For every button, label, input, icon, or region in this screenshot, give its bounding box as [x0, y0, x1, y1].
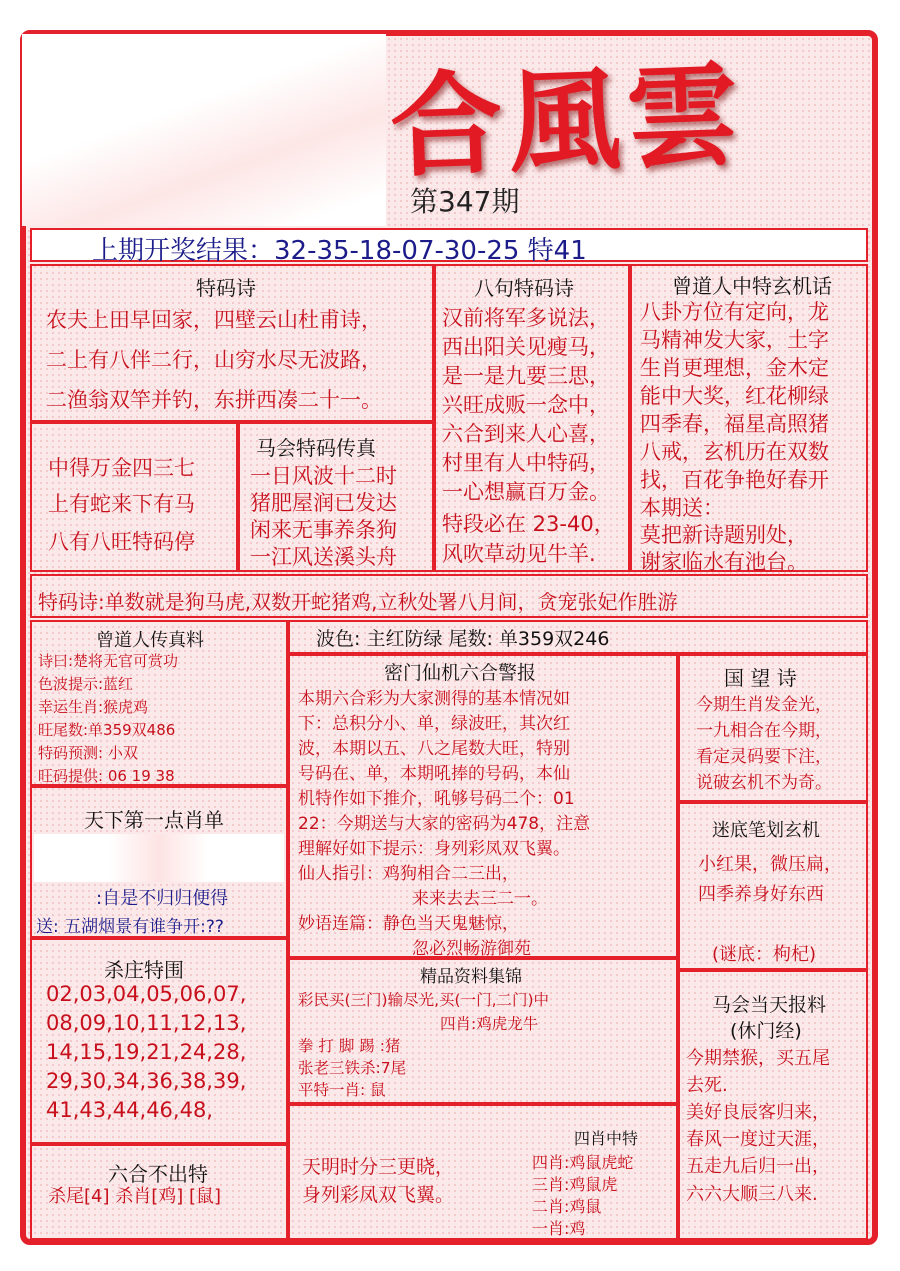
sixiao-line: 四肖:鸡鼠虎蛇 — [532, 1153, 634, 1172]
jingpin-line: 平特一肖: 鼠 — [298, 1081, 386, 1099]
zengdao-line: 本期送： — [640, 496, 724, 520]
liuhe-title: 六合不出特 — [108, 1162, 208, 1186]
mimen-title: 密门仙机六合警报 — [384, 662, 537, 684]
poem1-line: 农夫上田早回家，四壁云山杜甫诗， — [46, 308, 382, 332]
bajv-title: 八句特码诗 — [474, 276, 574, 300]
poem1-title: 特码诗 — [196, 276, 256, 300]
bajv-line: 西出阳关见瘦马， — [442, 335, 610, 359]
mahui2-line: 去死. — [686, 1075, 728, 1096]
tianxia-line: :自是不归归便得 — [96, 888, 229, 909]
shazhuang-line: 41,43,44,46,48, — [46, 1098, 213, 1122]
sixiao-title: 四肖中特 — [574, 1129, 639, 1148]
poem1-line: 二上有八伴二行，山穷水尽无波路， — [46, 348, 382, 372]
zengdao-line: 莫把新诗题别处， — [640, 523, 808, 547]
jingpin-line: 张老三铁杀:7尾 — [298, 1059, 407, 1077]
midi-line: 四季养身好东西 — [698, 884, 824, 905]
zengdao-line: 四季春，福星高照猪 — [640, 412, 829, 436]
guowang-line: 说破玄机不为奇。 — [696, 773, 832, 793]
sixiao-line: 三肖:鸡鼠虎 — [532, 1175, 618, 1194]
redacted-logo-area — [22, 34, 386, 226]
tianxia-title: 天下第一点肖单 — [84, 808, 224, 832]
chuanzhen-line: 旺码提供: 06 19 38 — [38, 767, 175, 785]
sixiao-line: 二肖:鸡鼠 — [532, 1197, 602, 1216]
liuhe-line: 杀尾[4] 杀肖[鸡] [鼠] — [48, 1186, 222, 1207]
jingpin-line: 四肖:鸡虎龙牛 — [440, 1015, 539, 1033]
mimen-line: 机特作如下推介，吼够号码二个：01 — [298, 789, 575, 809]
chuanzhen-line: 色波提示:蓝红 — [38, 675, 134, 693]
chuanzhen-line: 旺尾数:单359双486 — [38, 721, 176, 739]
mahui2-subtitle: (休门经) — [730, 1020, 802, 1042]
poem1-line: 二渔翁双竿并钓，东拼西凑二十一。 — [46, 388, 382, 412]
mimen-line: 本期六合彩为大家测得的基本情况如 — [298, 689, 570, 709]
bajv-line: 是一是九要三思， — [442, 364, 610, 388]
mimen-line: 仙人指引：鸡狗相合二三出， — [298, 864, 519, 884]
poem-line: 特码诗:单数就是狗马虎,双数开蛇猪鸡,立秋处署八月间，贪宠张妃作胜游 — [38, 590, 678, 614]
guowang-line: 一九相合在今期， — [696, 721, 832, 741]
zengdao-line: 谢家临水有池台。 — [640, 550, 808, 574]
mimen-line: 下：总积分小、单，绿波旺，其次红 — [298, 714, 570, 734]
mahui-line: 闲来无事养条狗 — [250, 518, 397, 542]
bajv-line: 一心想赢百万金。 — [442, 480, 610, 504]
mahui2-line: 今期禁猴，买五尾 — [686, 1048, 830, 1069]
bajv-line: 村里有人中特码， — [442, 451, 610, 475]
zengdao-line: 八卦方位有定向，龙 — [640, 300, 829, 324]
jingpin-line: 拳 打 脚 踢 :猪 — [298, 1037, 401, 1055]
chuanzhen-line: 幸运生肖:猴虎鸡 — [38, 698, 149, 716]
issue-number: 第347期 — [410, 185, 520, 218]
mahui-line: 一江风送溪头舟 — [250, 545, 397, 569]
mahui2-line: 五走九后归一出， — [686, 1156, 830, 1177]
midi-line: (谜底：枸杞) — [712, 944, 817, 965]
bajv-line: 兴旺成贩一念中， — [442, 393, 610, 417]
shazhuang-line: 08,09,10,11,12,13, — [46, 1011, 247, 1035]
mahui-line: 一日风波十二时 — [250, 464, 397, 488]
chuanzhen-title: 曾道人传真料 — [96, 630, 204, 651]
tianxia-line: 送: 五湖烟景有谁争开:?? — [36, 917, 224, 937]
jingpin-line: 彩民买(三门)输尽光,买(一门,二门)中 — [298, 991, 550, 1009]
masthead-title: 合風雲 — [388, 49, 747, 194]
bajv-line: 风吹草动见牛羊. — [442, 542, 596, 566]
mimen-line: 忽必烈畅游御苑 — [412, 939, 531, 959]
last-result-text: 上期开奖结果：32-35-18-07-30-25 特41 — [92, 236, 587, 266]
guowang-title: 国 望 诗 — [724, 666, 797, 690]
zengdao-line: 八戒，玄机历在双数 — [640, 440, 829, 464]
bajv-line: 六合到来人心喜， — [442, 422, 610, 446]
mimen-line: 22：今期送与大家的密码为478，注意 — [298, 814, 591, 834]
mahui2-title: 马会当天报料 — [712, 994, 827, 1016]
guowang-line: 看定灵码要下注， — [696, 747, 832, 767]
sixiao-line: 一肖:鸡 — [532, 1219, 586, 1238]
midi-title: 迷底笔划玄机 — [712, 820, 820, 841]
zengdao-line: 生肖更理想，金木定 — [640, 356, 829, 380]
mimen-line: 妙语连篇：静色当天鬼魅惊， — [298, 914, 519, 934]
zhongde-line: 中得万金四三七 — [48, 456, 195, 480]
mahui2-line: 六六大顺三八来. — [686, 1184, 818, 1205]
zengdao-line: 找，百花争艳好春开 — [640, 468, 829, 492]
zhongde-line: 上有蛇来下有马 — [48, 492, 195, 516]
jingpin-title: 精品资料集锦 — [420, 967, 522, 987]
shazhuang-line: 02,03,04,05,06,07, — [46, 982, 247, 1006]
zengdao-line: 能中大奖，红花柳绿 — [640, 384, 829, 408]
chuanzhen-line: 特码预测: 小双 — [38, 744, 138, 762]
mahui2-line: 春风一度过天涯， — [686, 1129, 830, 1150]
redacted-area — [34, 834, 284, 882]
zhongde-line: 八有八旺特码停 — [48, 530, 195, 554]
chuanzhen-line: 诗曰:楚将无官可赏功 — [38, 652, 179, 670]
zengdao-title: 曾道人中特玄机话 — [672, 274, 832, 298]
midi-line: 小红果，微压扁， — [698, 854, 842, 875]
mimen-line: 来来去去三二一。 — [412, 889, 548, 909]
shazhuang-line: 29,30,34,36,38,39, — [46, 1069, 247, 1093]
guowang-line: 今期生肖发金光， — [696, 695, 832, 715]
mimen-line: 波，本期以五、八之尾数大旺，特别 — [298, 739, 570, 759]
bose-line: 波色: 主红防绿 尾数: 单359双246 — [316, 628, 610, 650]
mahui2-line: 美好良辰客归来， — [686, 1102, 830, 1123]
shazhuang-title: 杀庄特围 — [104, 958, 184, 982]
bajv-line: 特段必在 23-40， — [442, 512, 615, 536]
mimen-line: 理解好如下提示：身列彩凤双飞翼。 — [298, 839, 570, 859]
shazhuang-line: 14,15,19,21,24,28, — [46, 1040, 247, 1064]
mahui-line: 猪肥屋润已发达 — [250, 491, 397, 515]
mahui-title: 马会特码传真 — [256, 436, 376, 460]
tianming-line: 天明时分三更晓， — [302, 1156, 455, 1178]
mimen-line: 号码在、单，本期吼捧的号码，本仙 — [298, 764, 570, 784]
bajv-line: 汉前将军多说法， — [442, 306, 610, 330]
tianming-line: 身列彩凤双飞翼。 — [302, 1184, 455, 1206]
zengdao-line: 马精神发大家，土字 — [640, 328, 829, 352]
